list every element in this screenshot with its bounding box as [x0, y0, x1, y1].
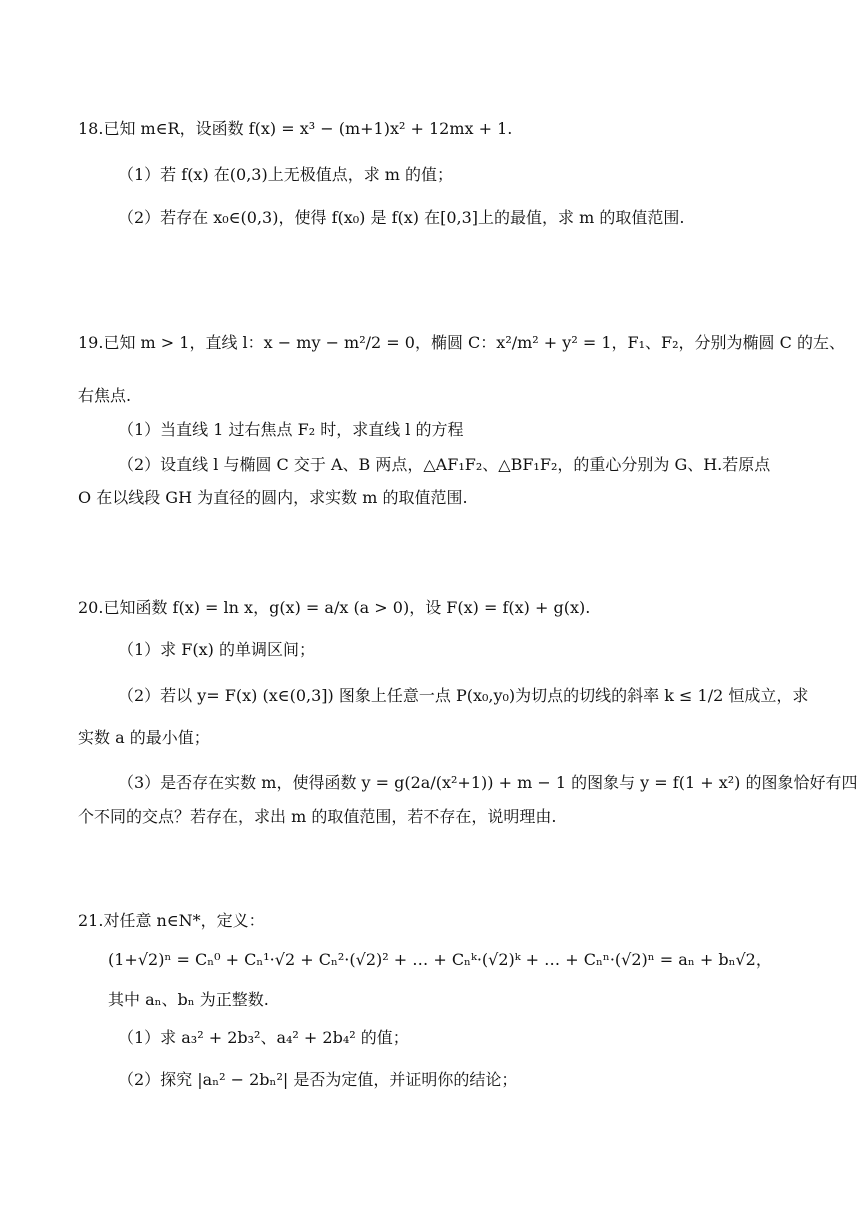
problem-21-part-2: （2）探究 |aₙ² − 2bₙ²| 是否为定值，并证明你的结论； — [118, 1070, 518, 1089]
problem-18-part-2: （2）若存在 x₀∈(0,3)，使得 f(x₀) 是 f(x) 在[0,3]上的最值，求 m 的取值范围. — [118, 208, 685, 227]
problem-20-part-2: （2）若以 y= F(x) (x∈(0,3]) 图象上任意一点 P(x₀,y₀)为切点的切线的斜率 k ≤ 1/2 恒成立，求 — [118, 686, 809, 705]
problem-18-part-1: （1）若 f(x) 在(0,3)上无极值点，求 m 的值； — [118, 165, 454, 184]
problem-20-part-1: （1）求 F(x) 的单调区间； — [118, 640, 315, 659]
problem-19-stem: 19.已知 m > 1，直线 l：x − my − m²/2 = 0，椭圆 C：x²/m² + y² = 1，F₁、F₂，分别为椭圆 C 的左、 — [78, 333, 845, 352]
problem-21-note: 其中 aₙ、bₙ 为正整数. — [108, 990, 269, 1009]
problem-19-part-1: （1）当直线 1 过右焦点 F₂ 时，求直线 l 的方程 — [118, 420, 464, 439]
problem-21-part-1: （1）求 a₃² + 2b₃²、a₄² + 2b₄² 的值； — [118, 1028, 409, 1047]
problem-20-part-3-cont: 个不同的交点？若存在，求出 m 的取值范围，若不存在，说明理由. — [78, 807, 557, 826]
problem-20-part-3: （3）是否存在实数 m，使得函数 y = g(2a/(x²+1)) + m − 1 的图象与 y = f(1 + x²) 的图象恰好有四 — [118, 773, 858, 792]
problem-21-stem: 21.对任意 n∈N*，定义： — [78, 911, 265, 930]
problem-20-stem: 20.已知函数 f(x) = ln x，g(x) = a/x (a > 0)，设 F(x) = f(x) + g(x). — [78, 598, 591, 617]
problem-19-stem-cont: 右焦点. — [78, 386, 132, 405]
problem-20-part-2-cont: 实数 a 的最小值； — [78, 728, 210, 747]
problem-19-part-2-cont: O 在以线段 GH 为直径的圆内，求实数 m 的取值范围. — [78, 488, 468, 507]
problem-21-formula: (1+√2)ⁿ = Cₙ⁰ + Cₙ¹·√2 + Cₙ²·(√2)² + … + Cₙᵏ·(√2)ᵏ + … + Cₙⁿ·(√2)ⁿ = aₙ + bₙ√2， — [108, 950, 772, 969]
problem-19-part-2: （2）设直线 l 与椭圆 C 交于 A、B 两点，△AF₁F₂、△BF₁F₂，的重心分别为 G、H.若原点 — [118, 455, 771, 474]
problem-18-stem: 18.已知 m∈R，设函数 f(x) = x³ − (m+1)x² + 12mx + 1. — [78, 119, 513, 138]
